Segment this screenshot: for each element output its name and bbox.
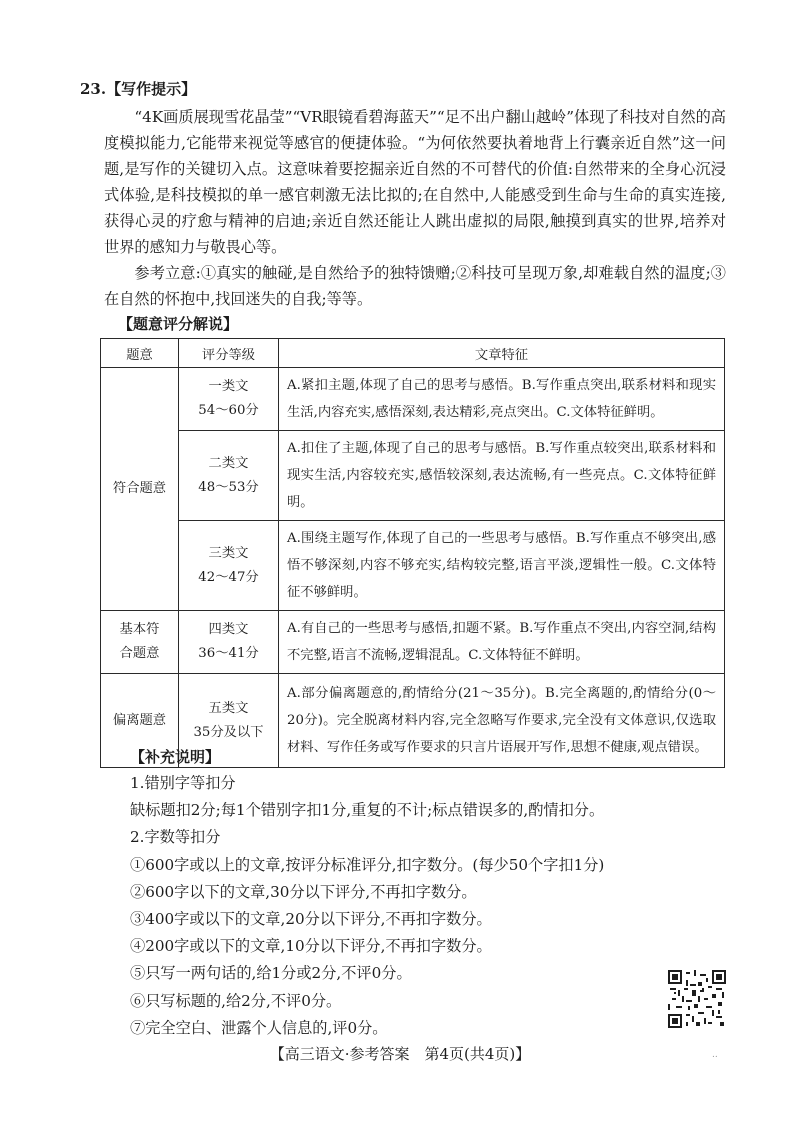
level-cell [179, 368, 279, 431]
question-heading: 23.【写作提示】 [80, 80, 197, 98]
level-score: 35分及以下 [193, 724, 264, 740]
category-cell [101, 611, 179, 674]
table-row [101, 368, 725, 431]
level-cell [179, 611, 279, 674]
reference-theme-paragraph: 参考立意:①真实的触碰,是自然给予的独特馈赠;②科技可呈现万象,却难载自然的温度;③在自然的怀抱中,找回迷失的自我;等等。 [104, 264, 726, 308]
features-cell: A.紧扣主题,体现了自己的思考与感悟。B.写作重点突出,联系材料和现实生活,内容充实,感悟深刻,表达精彩,亮点突出。C.文体特征鲜明。 [279, 368, 725, 431]
writing-hint-paragraph: “4K画质展现雪花晶莹”“VR眼镜看碧海蓝天”“足不出户翻山越岭”体现了科技对自然的高度模拟能力,它能带来视觉等感官的便捷体验。“为何依然要执着地背上行囊亲近自然”这一问题,是写作的关键切入点。这意味着要挖掘亲近自然的不可替代的价值:自然带来的全身心沉浸式体验,是科技模拟的单一感官刺激无法比拟的;在自然中,人能感受到生命与生命的真实连接,获得心灵的疗愈与精神的启迪;亲近自然还能让人跳出虚拟的局限,触摸到真实的世界,培养对世界的感知力与敬畏心等。 [104, 108, 726, 256]
features-cell: A.有自己的一些思考与感悟,扣题不紧。B.写作重点不突出,内容空洞,结构不完整,语言不流畅,逻辑混乱。C.文体特征不鲜明。 [279, 611, 725, 674]
qr-code-icon [668, 970, 726, 1028]
level-name: 五类文 [208, 700, 249, 716]
level-name: 二类文 [208, 455, 249, 471]
list-item: ⑦完全空白、泄露个人信息的,评0分。 [130, 1018, 388, 1037]
level-cell [179, 521, 279, 611]
table-header-row [101, 339, 725, 368]
grading-table [100, 338, 725, 768]
features-cell: A.扣住了主题,体现了自己的思考与感悟。B.写作重点较突出,联系材料和现实生活,内容较充实,感悟较深刻,表达流畅,有一些亮点。C.文体特征鲜明。 [279, 431, 725, 521]
supplement-rule: 缺标题扣2分;每1个错别字扣1分,重复的不计;标点错误多的,酌情扣分。 [130, 801, 605, 820]
features-cell: A.围绕主题写作,体现了自己的一些思考与感悟。B.写作重点不够突出,感悟不够深刻,内容不够充实,结构较完整,语言平淡,逻辑性一般。C.文体特征不够鲜明。 [279, 521, 725, 611]
table-row [101, 431, 725, 521]
list-item: ④200字或以下的文章,10分以下评分,不再扣字数分。 [130, 937, 492, 956]
header-topic: 题意 [101, 339, 179, 368]
category-line: 合题意 [119, 646, 160, 661]
header-features: 文章特征 [279, 339, 725, 368]
supplement-heading: 1.错别字等扣分 [130, 774, 236, 792]
level-score: 54～60分 [198, 403, 259, 418]
level-score: 48～53分 [198, 479, 259, 495]
category-cell: 偏离题意 [101, 674, 179, 768]
header-level: 评分等级 [179, 339, 279, 368]
table-row [101, 521, 725, 611]
list-item: ⑤只写一两句话的,给1分或2分,不评0分。 [130, 964, 412, 983]
supplement-list [130, 770, 730, 1042]
table-row [101, 611, 725, 674]
list-item: ②600字以下的文章,30分以下评分,不再扣字数分。 [130, 882, 477, 901]
category-line: 基本符 [119, 622, 160, 637]
list-item: ③400字或以下的文章,20分以下评分,不再扣字数分。 [130, 910, 492, 929]
corner-mark: .. [712, 1050, 718, 1060]
level-cell [179, 431, 279, 521]
features-cell: A.部分偏离题意的,酌情给分(21～35分)。B.完全离题的,酌情给分(0～20分)。完全脱离材料内容,完全忽略写作要求,完全没有文体意识,仅选取材料、写作任务或写作要求的只言片语展开写作,思想不健康,观点错误。 [279, 674, 725, 768]
category-cell: 符合题意 [101, 368, 179, 611]
level-name: 四类文 [208, 622, 249, 637]
level-score: 36～41分 [198, 646, 259, 661]
supplement-heading: 2.字数等扣分 [130, 828, 221, 847]
level-name: 三类文 [208, 545, 249, 561]
level-score: 42～47分 [198, 569, 259, 585]
list-item: ①600字或以上的文章,按评分标准评分,扣字数分。(每少50个字扣1分) [130, 855, 605, 874]
list-item: ⑥只写标题的,给2分,不评0分。 [130, 991, 342, 1010]
page-footer: 【高三语文·参考答案 第4页(共4页)】 [269, 1045, 531, 1063]
level-name: 一类文 [208, 379, 249, 394]
grading-section-title: 【题意评分解说】 [118, 315, 239, 333]
supplement-section-title: 【补充说明】 [130, 748, 221, 766]
